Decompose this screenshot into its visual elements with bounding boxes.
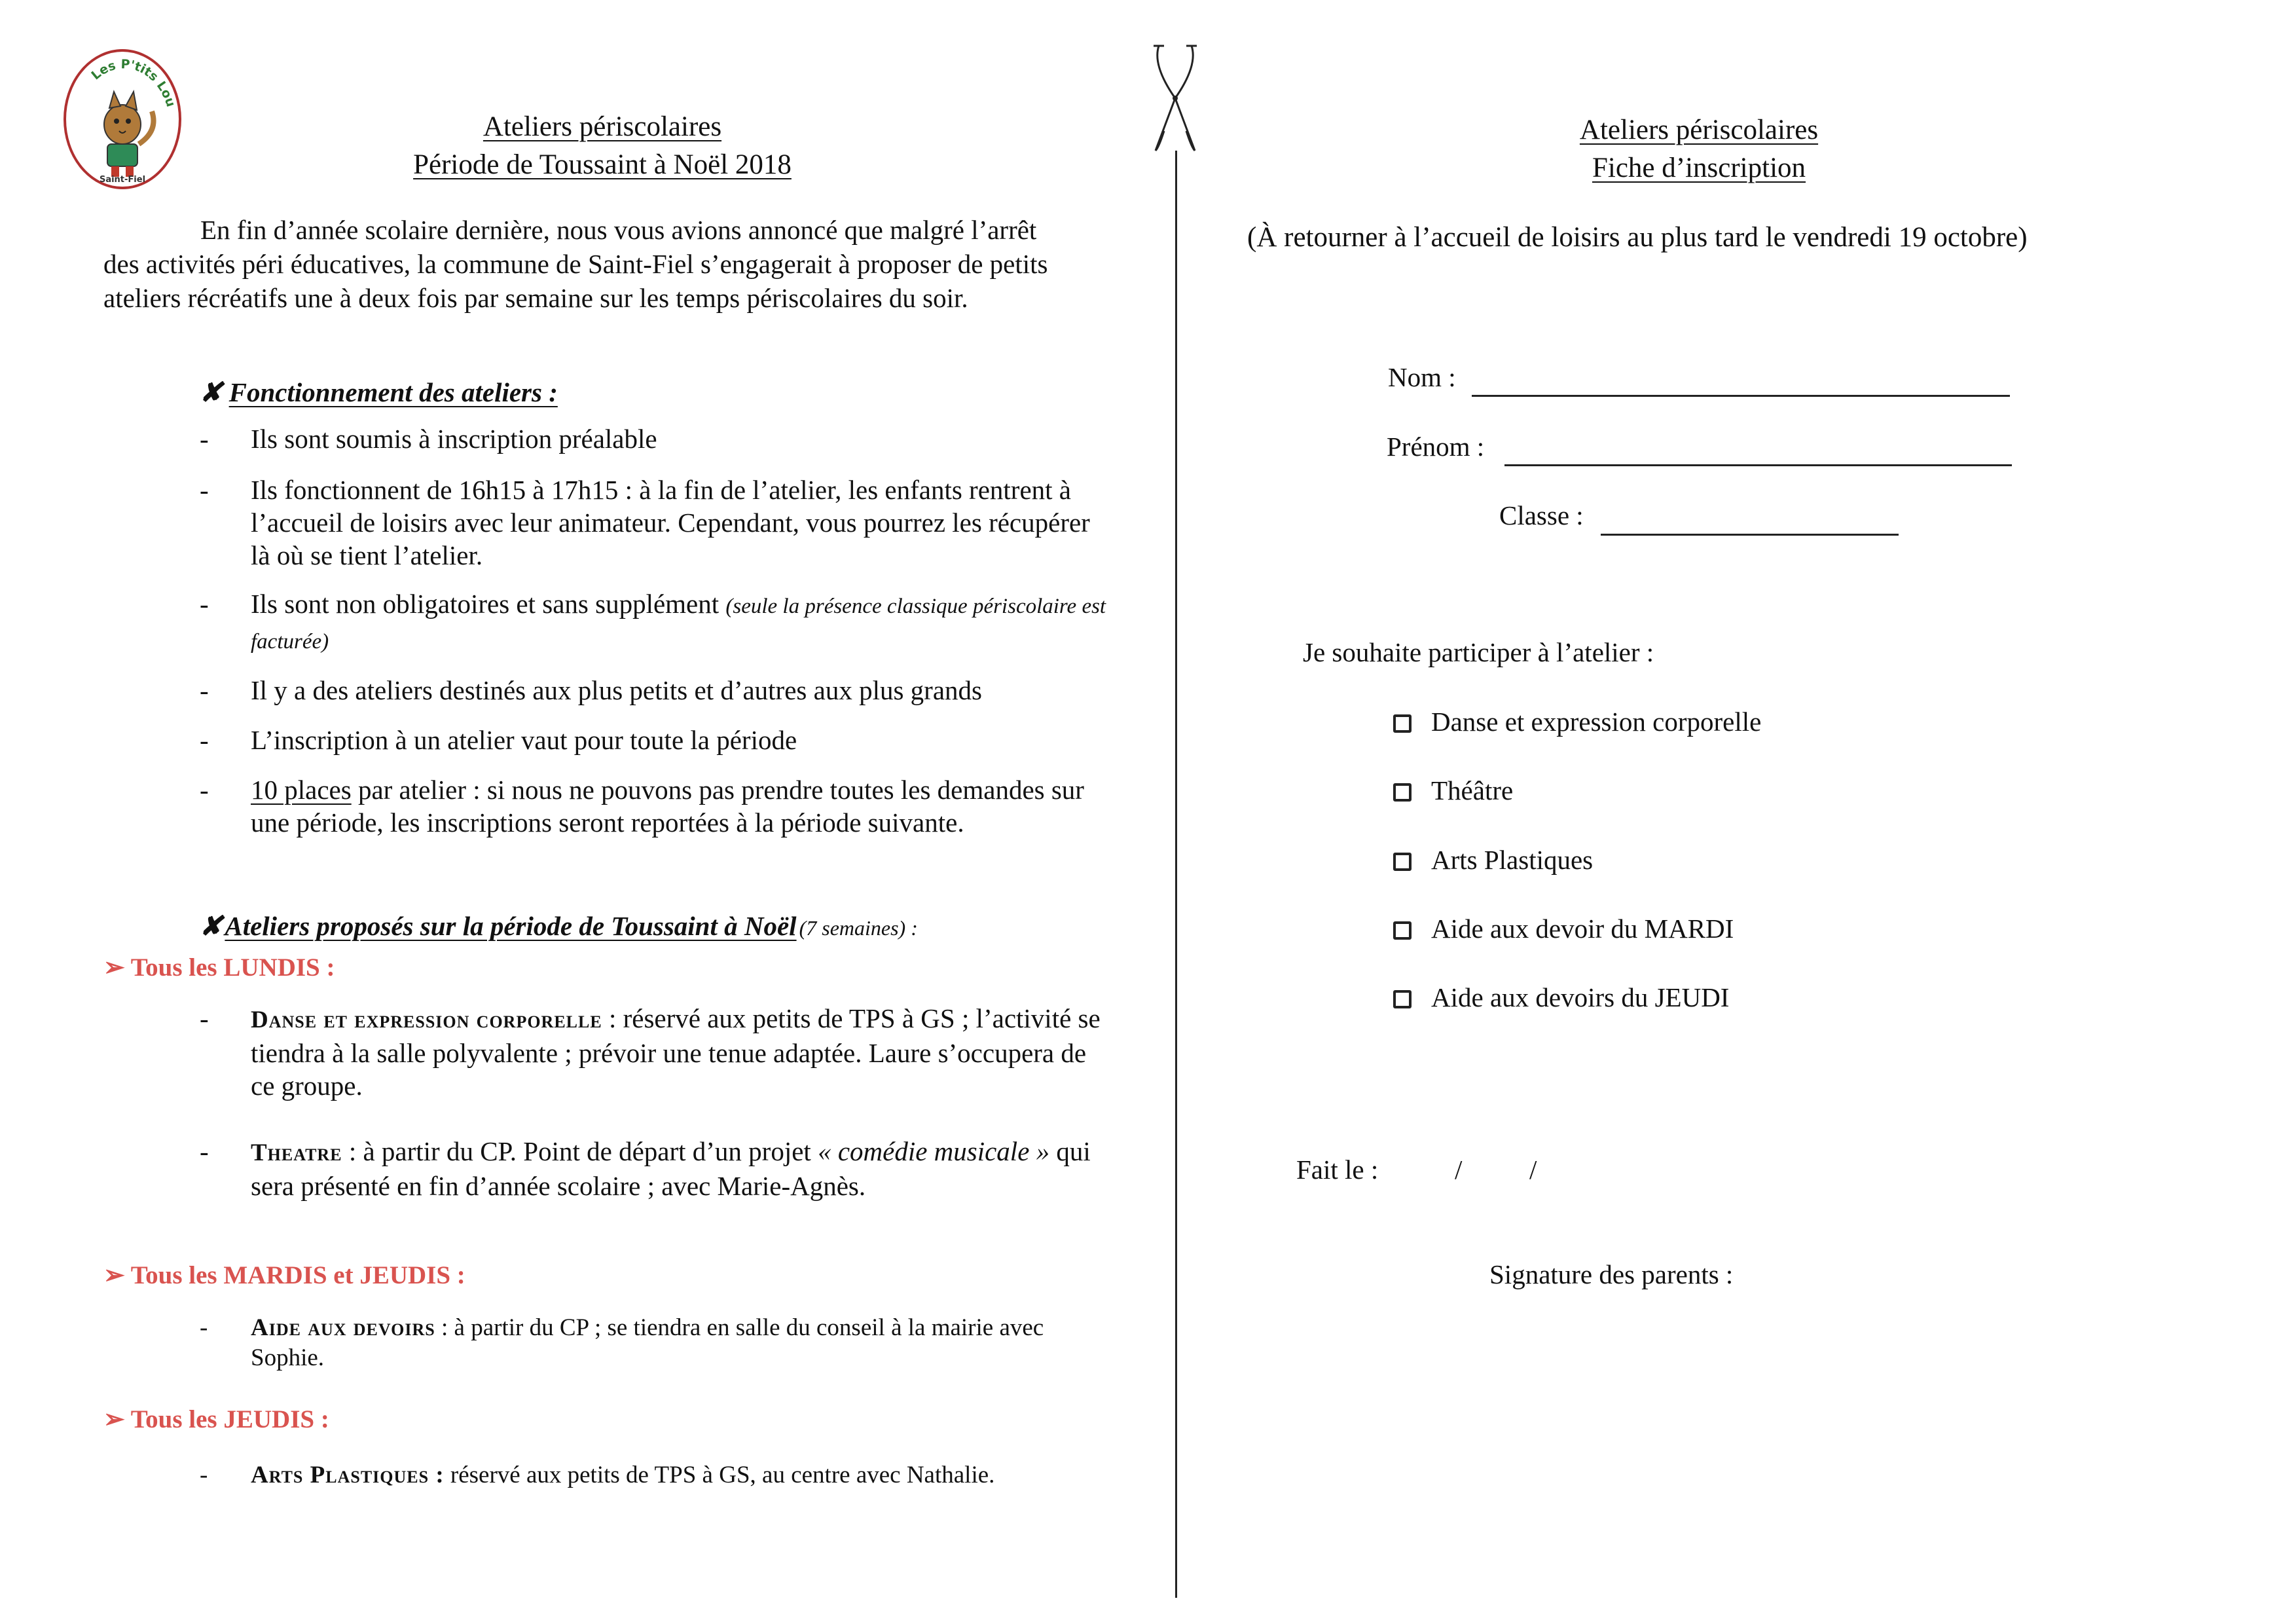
- date-separator: /: [1529, 1154, 1537, 1185]
- logo-emblem: [60, 46, 185, 193]
- list-item: - Il y a des ateliers destinés aux plus petits et d’autres aux plus grands: [200, 675, 982, 705]
- list-item: - Arts Plastiques : réservé aux petits de TPS à GS, au centre avec Nathalie.: [200, 1462, 995, 1488]
- checkbox-icon[interactable]: [1393, 990, 1412, 1008]
- fonctionnement-list: [200, 422, 1113, 839]
- form-title: Ateliers périscolaires: [1579, 115, 1819, 145]
- atelier-name: Aide aux devoirs: [251, 1314, 435, 1341]
- logo-text-top: Les P'tits Lou: [88, 57, 179, 109]
- signature-area[interactable]: [1375, 1303, 1964, 1500]
- classe-field[interactable]: [1601, 534, 1899, 536]
- checkbox-icon[interactable]: [1393, 853, 1412, 871]
- day-heading-jeudis: ➢ Tous les JEUDIS :: [103, 1405, 329, 1433]
- prenom-field[interactable]: [1504, 464, 2012, 466]
- section-ateliers: [200, 910, 918, 942]
- day-heading-lundis: ➢ Tous les LUNDIS :: [103, 953, 335, 982]
- jeudis-list: [200, 1460, 1113, 1490]
- section-ateliers-title: Ateliers proposés sur la période de Toussaint à Noël: [225, 911, 797, 941]
- lundis-list: [200, 1002, 1113, 1202]
- list-item: - Ils fonctionnent de 16h15 à 17h15 : à la fin de l’atelier, les enfants rentrent à l’accueil de loisirs avec leur animateur. Cependant, vous pourrez les récupérer là où se tient l’atelier.: [200, 475, 1090, 570]
- nom-field[interactable]: [1472, 395, 2010, 397]
- cross-icon: ✘: [200, 377, 223, 407]
- cross-icon: ✘: [200, 911, 223, 941]
- prenom-label: Prénom :: [1387, 432, 1485, 462]
- list-item: - Aide aux devoirs : à partir du CP ; se tiendra en salle du conseil à la mairie avec Sophie.: [200, 1314, 1044, 1371]
- atelier-question: Je souhaite participer à l’atelier :: [1303, 637, 1654, 667]
- logo-text-bottom: Saint-Fiel: [99, 175, 146, 185]
- list-item: - Theatre : à partir du CP. Point de départ d’un projet « comédie musicale » qui sera présenté en fin d’année scolaire ; avec Marie-Agnès.: [200, 1136, 1091, 1201]
- checkbox-icon[interactable]: [1393, 921, 1412, 940]
- form-subtitle: Fiche d’inscription: [1592, 153, 1806, 183]
- section-ateliers-note: (7 semaines) :: [799, 916, 918, 940]
- left-subtitle: Période de Toussaint à Noël 2018: [413, 149, 792, 180]
- list-item-note: (seule la présence classique périscolaire est facturée): [251, 595, 1106, 654]
- section-fonctionnement: [200, 377, 558, 408]
- checkbox-icon[interactable]: [1393, 783, 1412, 802]
- list-item: - L’inscription à un atelier vaut pour toute la période: [200, 725, 797, 755]
- scissors-icon: [1139, 39, 1211, 157]
- section-fonctionnement-title: Fonctionnement des ateliers :: [228, 377, 558, 407]
- left-title: Ateliers périscolaires: [483, 111, 722, 142]
- checkbox-icon[interactable]: [1393, 714, 1412, 733]
- atelier-name: Danse et expression corporelle: [251, 1006, 602, 1033]
- classe-label: Classe :: [1499, 500, 1584, 530]
- option-aide-mardi[interactable]: Aide aux devoir du MARDI: [1393, 913, 1734, 944]
- intro-text: En fin d’année scolaire dernière, nous vous avions annoncé que malgré l’arrêt des activités péri éducatives, la commune de Saint-Fiel s’engagerait à proposer de petits ateliers récréatifs une à deux fois par semaine sur les temps périscolaires du soir.: [103, 215, 1048, 313]
- mardis-jeudis-list: [200, 1313, 1113, 1373]
- return-notice: (À retourner à l’accueil de loisirs au plus tard le vendredi 19 octobre): [1247, 222, 2028, 253]
- list-item: - 10 places par atelier : si nous ne pouvons pas prendre toutes les demandes sur une période, les inscriptions seront reportées à la période suivante.: [200, 775, 1084, 838]
- arrow-icon: ➢: [103, 953, 125, 982]
- atelier-name: Arts Plastiques :: [251, 1462, 445, 1488]
- date-label: Fait le :: [1296, 1154, 1379, 1185]
- option-aide-jeudi[interactable]: Aide aux devoirs du JEUDI: [1393, 982, 1729, 1013]
- cut-line: [1175, 151, 1177, 1598]
- list-item: - Danse et expression corporelle : réservé aux petits de TPS à GS ; l’activité se tiendra à la salle polyvalente ; prévoir une tenue adaptée. Laure s’occupera de ce groupe.: [200, 1003, 1101, 1101]
- nom-label: Nom :: [1388, 362, 1456, 392]
- day-heading-mardis-jeudis: ➢ Tous les MARDIS et JEUDIS :: [103, 1261, 465, 1289]
- intro-paragraph: [103, 213, 1063, 315]
- signature-label: Signature des parents :: [1489, 1259, 1734, 1289]
- option-theatre[interactable]: Théâtre: [1393, 775, 1513, 806]
- list-item: - Ils sont soumis à inscription préalable: [200, 424, 657, 454]
- option-arts-plastiques[interactable]: Arts Plastiques: [1393, 844, 1593, 876]
- date-separator: /: [1455, 1154, 1463, 1185]
- list-item: - Ils sont non obligatoires et sans supplément (seule la présence classique périscolaire est facturée): [200, 589, 1106, 654]
- left-title-block: [262, 108, 943, 184]
- arrow-icon: ➢: [103, 1405, 125, 1433]
- places-count: 10 places: [251, 775, 352, 805]
- arrow-icon: ➢: [103, 1261, 125, 1289]
- option-danse[interactable]: Danse et expression corporelle: [1393, 706, 1761, 737]
- logo: [60, 46, 185, 193]
- right-title-block: [1362, 111, 2036, 187]
- atelier-name: Theatre: [251, 1139, 342, 1166]
